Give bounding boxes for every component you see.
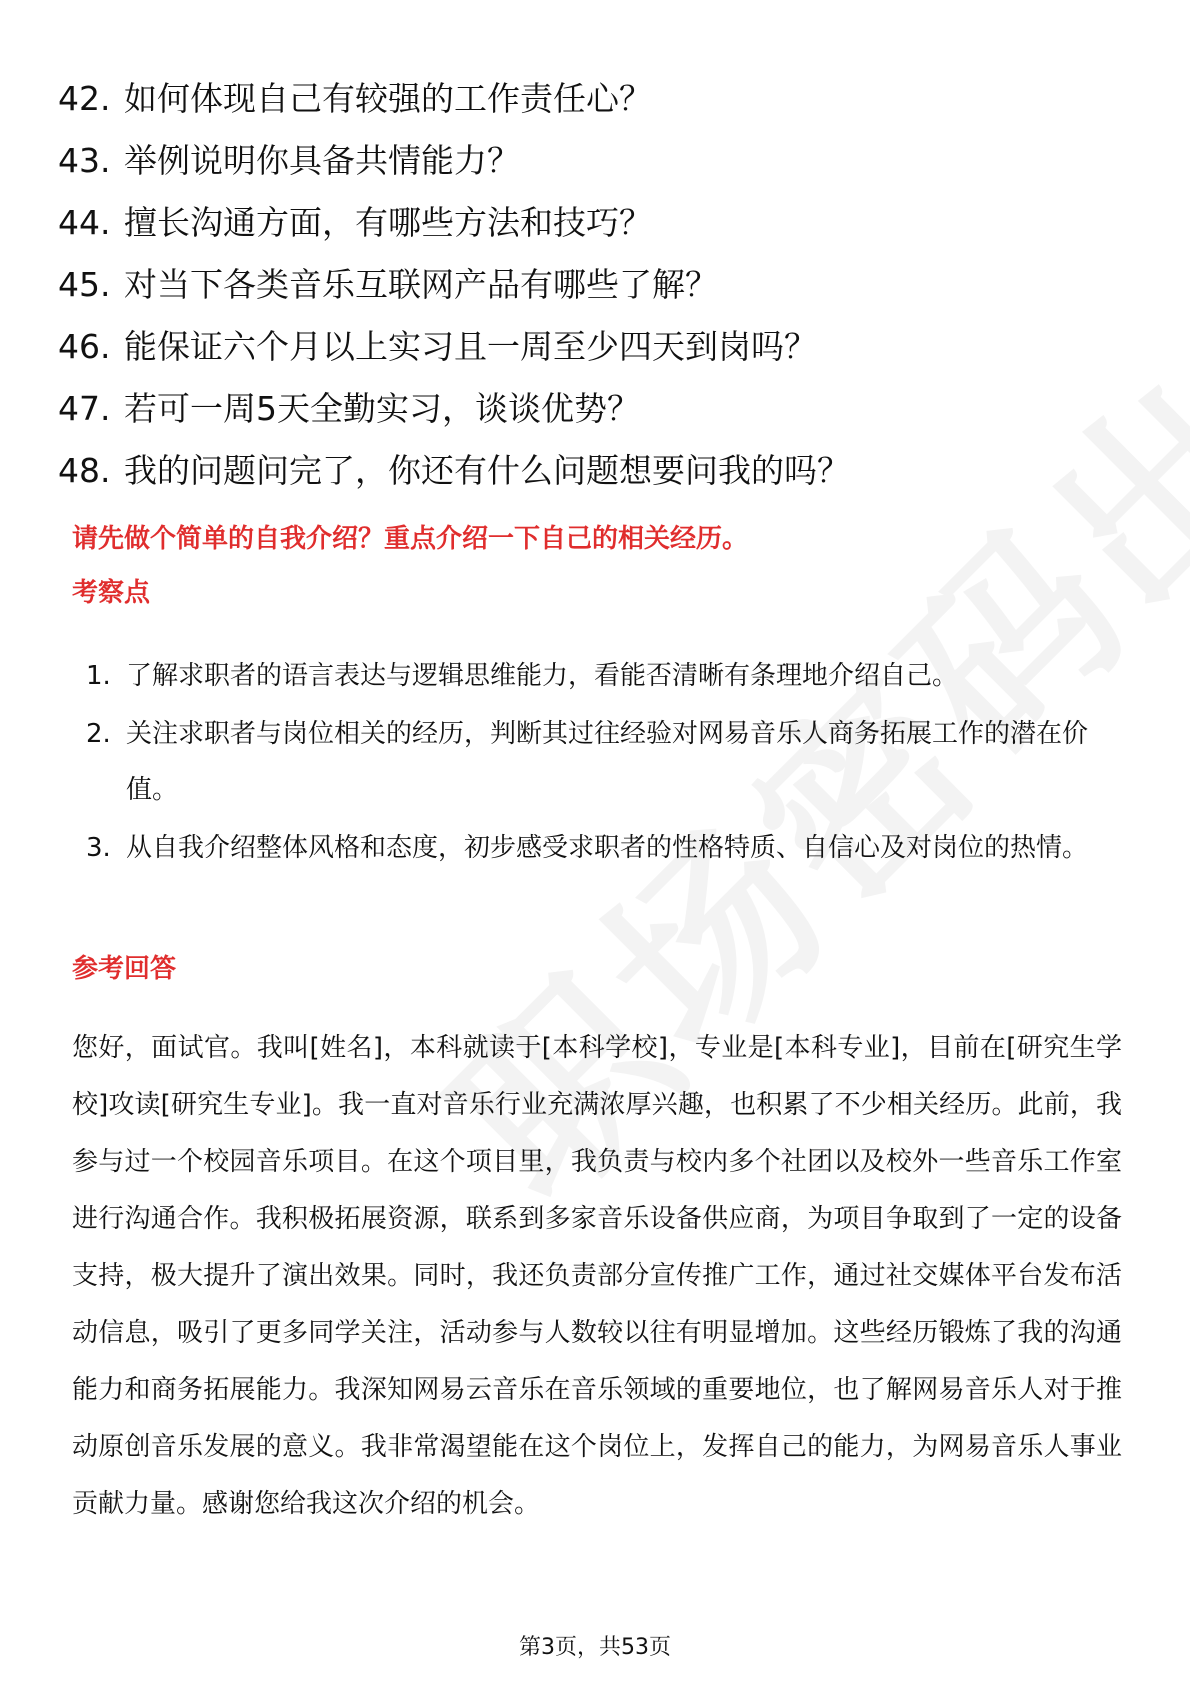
question-text: 我的问题问完了，你还有什么问题想要问我的吗？ xyxy=(124,451,850,490)
question-list xyxy=(58,68,1138,502)
question-number: 43. xyxy=(58,141,111,180)
question-item xyxy=(58,440,1138,502)
question-number: 45. xyxy=(58,265,111,304)
question-item xyxy=(58,378,1138,440)
points-list xyxy=(86,648,1121,878)
question-item xyxy=(58,130,1138,192)
question-text: 擅长沟通方面，有哪些方法和技巧？ xyxy=(124,203,652,242)
answer-label: 参考回答 xyxy=(72,954,177,984)
point-number: 2. xyxy=(86,719,111,749)
point-number: 3. xyxy=(86,833,111,863)
question-text: 如何体现自己有较强的工作责任心？ xyxy=(124,79,652,118)
point-item xyxy=(86,820,1121,876)
point-item xyxy=(86,648,1121,704)
question-item xyxy=(58,254,1138,316)
point-number: 1. xyxy=(86,661,111,691)
question-text: 能保证六个月以上实习且一周至少四天到岗吗？ xyxy=(124,327,817,366)
question-item xyxy=(58,192,1138,254)
point-text: 从自我介绍整体风格和态度，初步感受求职者的性格特质、自信心及对岗位的热情。 xyxy=(126,833,1089,863)
question-number: 46. xyxy=(58,327,111,366)
question-number: 47. xyxy=(58,389,111,428)
section-heading: 请先做个简单的自我介绍？重点介绍一下自己的相关经历。 xyxy=(72,524,749,554)
question-text: 举例说明你具备共情能力？ xyxy=(124,141,520,180)
question-number: 42. xyxy=(58,79,111,118)
question-number: 44. xyxy=(58,203,111,242)
question-number: 48. xyxy=(58,451,111,490)
point-item xyxy=(86,706,1121,818)
points-label: 考察点 xyxy=(72,578,151,608)
page-footer: 第3页，共53页 xyxy=(519,1635,671,1660)
answer-text: 您好，面试官。我叫[姓名]，本科就读于[本科学校]，专业是[本科专业]，目前在[研究生学校]攻读[研究生专业]。我一直对音乐行业充满浓厚兴趣，也积累了不少相关经历。此前，我参与过一个校园音乐项目。在这个项目里，我负责与校内多个社团以及校外一些音乐工作室进行沟通合作。我积极拓展资源，联系到多家音乐设备供应商，为项目争取到了一定的设备支持，极大提升了演出效果。同时，我还负责部分宣传推广工作，通过社交媒体平台发布活动信息，吸引了更多同学关注，活动参与人数较以往有明显增加。这些经历锻炼了我的沟通能力和商务拓展能力。我深知网易云音乐在音乐领域的重要地位，也了解网易音乐人对于推动原创音乐发展的意义。我非常渴望能在这个岗位上，发挥自己的能力，为网易音乐人事业贡献力量。感谢您给我这次介绍的机会。 xyxy=(72,1033,1122,1519)
point-text: 了解求职者的语言表达与逻辑思维能力，看能否清晰有条理地介绍自己。 xyxy=(126,661,959,691)
question-text: 若可一周5天全勤实习，谈谈优势？ xyxy=(124,389,640,428)
question-text: 对当下各类音乐互联网产品有哪些了解？ xyxy=(124,265,718,304)
point-text: 关注求职者与岗位相关的经历，判断其过往经验对网易音乐人商务拓展工作的潜在价值。 xyxy=(126,719,1089,805)
question-item xyxy=(58,68,1138,130)
question-item xyxy=(58,316,1138,378)
